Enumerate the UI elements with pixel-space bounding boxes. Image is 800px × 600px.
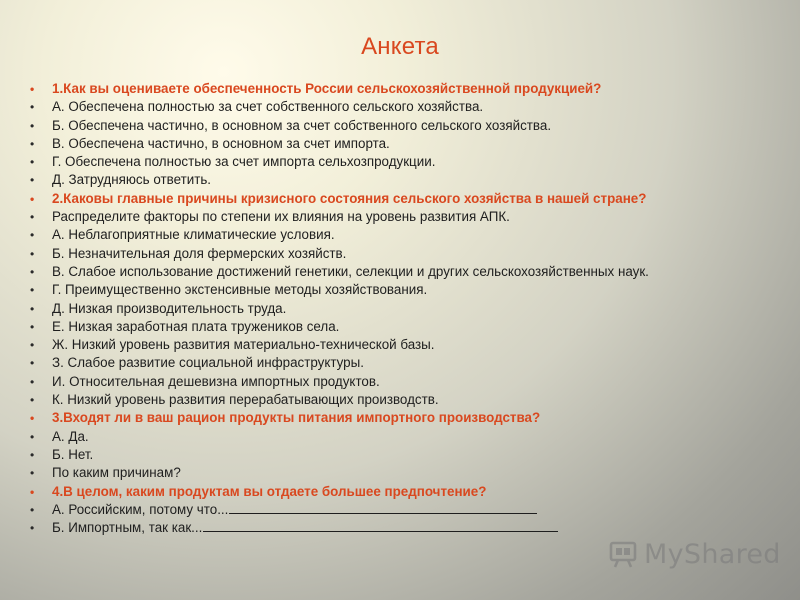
myshared-logo-icon xyxy=(608,538,640,570)
question-text: 2.Каковы главные причины кризисного состояния сельского хозяйства в нашей стране? xyxy=(52,190,647,206)
survey-item xyxy=(30,354,790,372)
item-text: Г. Обеспечена полностью за счет импорта сельхозпродукции. xyxy=(52,154,436,170)
bullet-icon: • xyxy=(30,136,35,151)
item-text: К. Низкий уровень развития перерабатывающих производств. xyxy=(52,392,439,408)
survey-item xyxy=(30,263,790,281)
item-text: Ж. Низкий уровень развития материально-технической базы. xyxy=(52,337,435,353)
bullet-icon: • xyxy=(30,374,35,389)
survey-item xyxy=(30,153,790,171)
bullet-icon: • xyxy=(30,466,35,481)
watermark-text: MyShared xyxy=(644,538,781,570)
survey-item xyxy=(30,373,790,391)
bullet-icon: • xyxy=(30,502,35,517)
survey-item xyxy=(30,117,790,135)
survey-item xyxy=(30,519,790,537)
bullet-icon: • xyxy=(30,228,35,243)
item-text: Б. Незначительная доля фермерских хозяйств. xyxy=(52,245,347,261)
item-text: По каким причинам? xyxy=(52,465,181,481)
item-text: Б. Нет. xyxy=(52,446,94,462)
bullet-icon: • xyxy=(30,173,35,188)
bullet-icon: • xyxy=(30,484,35,499)
bullet-icon: • xyxy=(30,118,35,133)
bullet-icon: • xyxy=(30,155,35,170)
item-text: Б. Обеспечена частично, в основном за счет собственного сельского хозяйства. xyxy=(52,117,552,133)
bullet-icon: • xyxy=(30,521,35,536)
item-text: Распределите факторы по степени их влияния на уровень развития АПК. xyxy=(52,209,510,225)
item-text: Г. Преимущественно экстенсивные методы хозяйствования. xyxy=(52,282,428,298)
survey-item xyxy=(30,135,790,153)
watermark xyxy=(608,536,781,572)
item-text: З. Слабое развитие социальной инфраструктуры. xyxy=(52,355,364,371)
answer-blank-line[interactable] xyxy=(229,501,537,514)
survey-question xyxy=(30,80,790,98)
item-text: В. Обеспечена частично, в основном за счет импорта. xyxy=(52,135,390,151)
bullet-icon: • xyxy=(30,301,35,316)
bullet-icon: • xyxy=(30,393,35,408)
item-text: Е. Низкая заработная плата тружеников села. xyxy=(52,318,340,334)
item-text: Б. Импортным, так как... xyxy=(52,520,203,536)
survey-item xyxy=(30,336,790,354)
item-text: А. Российским, потому что... xyxy=(52,501,229,517)
survey-question xyxy=(30,409,790,427)
survey-question xyxy=(30,483,790,501)
bullet-icon: • xyxy=(30,429,35,444)
survey-item xyxy=(30,318,790,336)
survey-item xyxy=(30,464,790,482)
survey-item xyxy=(30,171,790,189)
survey-item xyxy=(30,300,790,318)
bullet-icon: • xyxy=(30,100,35,115)
bullet-icon: • xyxy=(30,356,35,371)
survey-item xyxy=(30,501,790,519)
question-text: 4.В целом, каким продуктам вы отдаете большее предпочтение? xyxy=(52,483,487,499)
survey-list xyxy=(30,80,790,537)
survey-item xyxy=(30,245,790,263)
survey-question xyxy=(30,190,790,208)
survey-item xyxy=(30,226,790,244)
bullet-icon: • xyxy=(30,191,35,206)
survey-item xyxy=(30,98,790,116)
bullet-icon: • xyxy=(30,82,35,96)
bullet-icon: • xyxy=(30,447,35,462)
survey-item xyxy=(30,281,790,299)
bullet-icon: • xyxy=(30,319,35,334)
survey-item xyxy=(30,446,790,464)
bullet-icon: • xyxy=(30,210,35,225)
bullet-icon: • xyxy=(30,283,35,298)
question-text: 1.Как вы оцениваете обеспеченность России сельскохозяйственной продукцией? xyxy=(52,81,602,96)
item-text: В. Слабое использование достижений генетики, селекции и других сельскохозяйственных наук. xyxy=(52,263,649,279)
bullet-icon: • xyxy=(30,338,35,353)
bullet-icon: • xyxy=(30,411,35,426)
survey-item xyxy=(30,428,790,446)
survey-item xyxy=(30,391,790,409)
item-text: А. Неблагоприятные климатические условия. xyxy=(52,227,335,243)
bullet-icon: • xyxy=(30,246,35,261)
question-text: 3.Входят ли в ваш рацион продукты питания импортного производства? xyxy=(52,410,541,426)
survey-item xyxy=(30,208,790,226)
item-text: Д. Затрудняюсь ответить. xyxy=(52,172,212,188)
item-text: А. Обеспечена полностью за счет собственного сельского хозяйства. xyxy=(52,99,484,115)
slide-title: Анкета xyxy=(361,33,439,60)
answer-blank-line[interactable] xyxy=(203,519,558,532)
item-text: А. Да. xyxy=(52,428,89,444)
item-text: Д. Низкая производительность труда. xyxy=(52,300,287,316)
bullet-icon: • xyxy=(30,264,35,279)
item-text: И. Относительная дешевизна импортных продуктов. xyxy=(52,373,380,389)
